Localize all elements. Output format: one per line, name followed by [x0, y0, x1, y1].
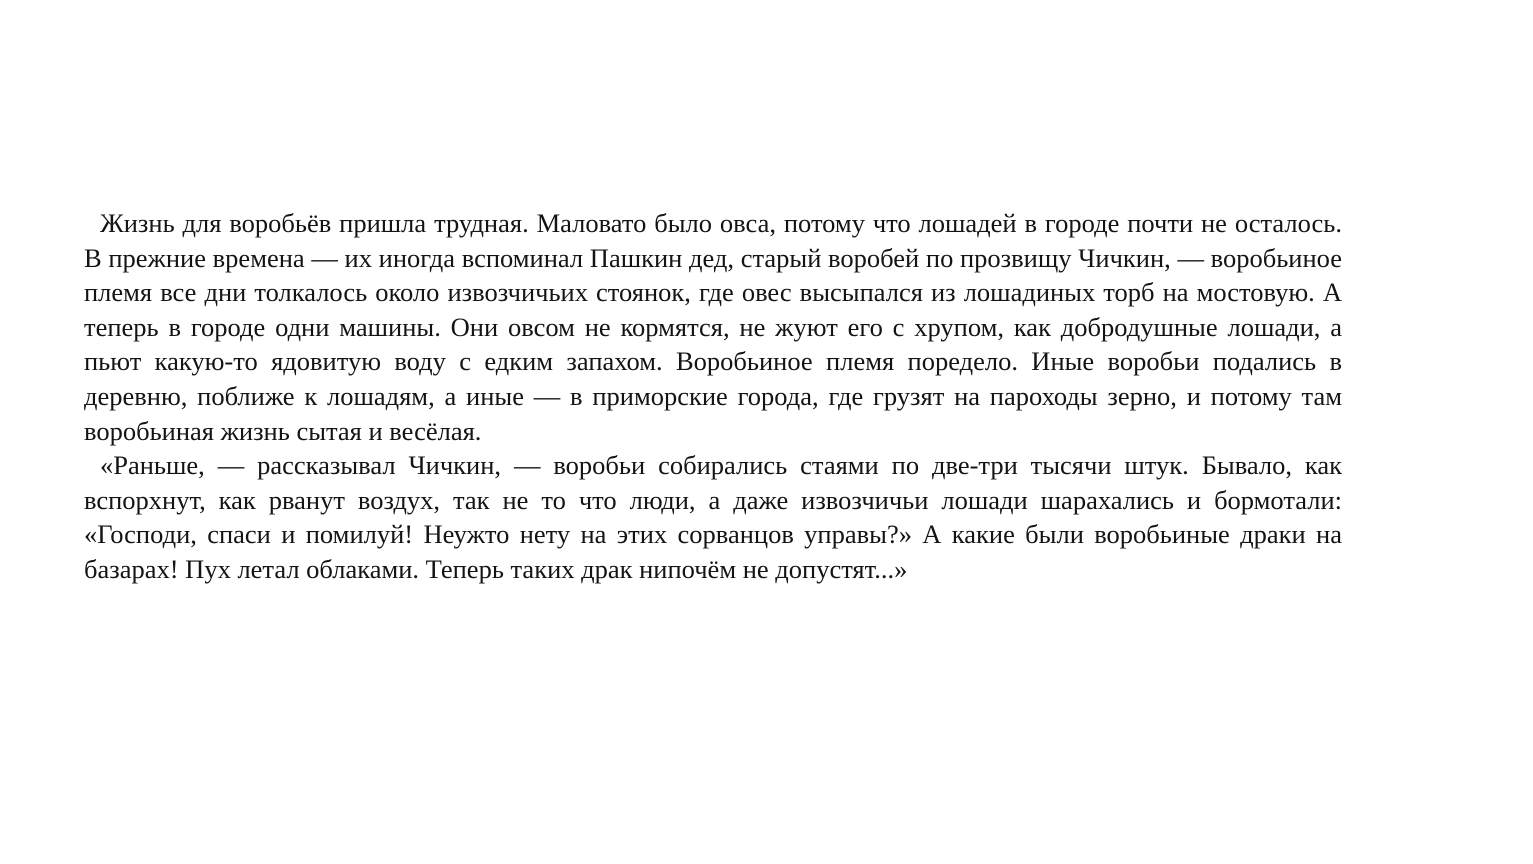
text-block	[84, 206, 1342, 587]
paragraph-sparrow-life: Жизнь для воробьёв пришла трудная. Маловато было овса, потому что лошадей в городе почти не осталось. В прежние времена — их иногда вспоминал Пашкин дед, старый воробей по прозвищу Чичкин, — воробьиное племя все дни толкалось около извозчичьих стоянок, где овес высыпался из лошадиных торб на мостовую. А теперь в городе одни машины. Они овсом не кормятся, не жуют его с хрупом, как добродушные лошади, а пьют какую-то ядовитую воду с едким запахом. Воробьиное племя поредело. Иные воробьи подались в деревню, поближе к лошадям, а иные — в приморские города, где грузят на пароходы зерно, и потому там воробьиная жизнь сытая и весёлая.	[84, 208, 1342, 446]
paragraph-chichkin-story: «Раньше, — рассказывал Чичкин, — воробьи собирались стаями по две-три тысячи штук. Бывало, как вспорхнут, как рванут воздух, так не то что люди, а даже извозчичьи лошади шарахались и бормотали: «Господи, спаси и помилуй! Неужто нету на этих сорванцов управы?» А какие были воробьиные драки на базарах! Пух летал облаками. Теперь таких драк нипочём не допустят...»	[84, 450, 1342, 584]
